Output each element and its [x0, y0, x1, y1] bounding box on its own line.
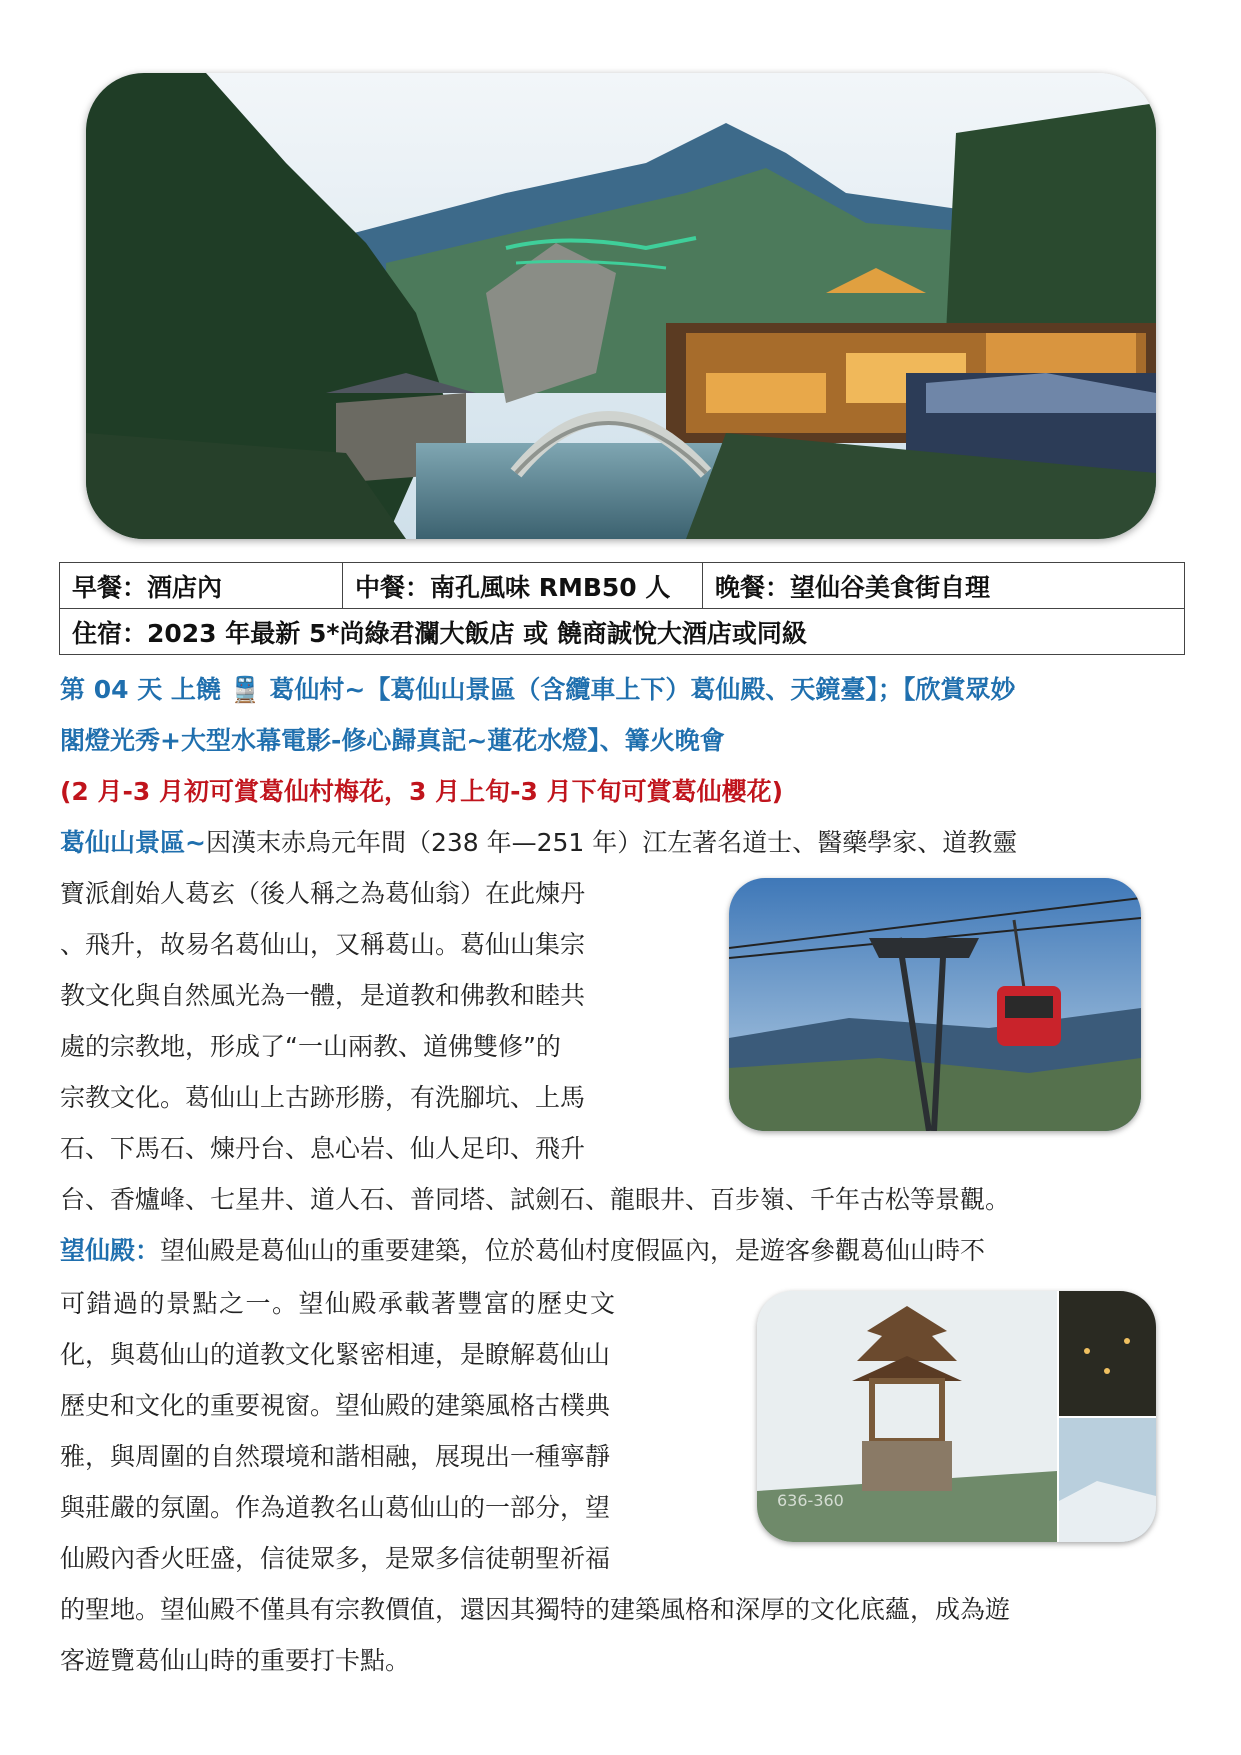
- section1-line: 教文化與自然風光為一體，是道教和佛教和睦共: [60, 981, 586, 1010]
- section2-line: 歷史和文化的重要視窗。望仙殿的建築風格古樸典: [60, 1391, 611, 1420]
- photo-watermark: 636-360: [777, 1491, 844, 1510]
- section1-line: 台、香爐峰、七星井、道人石、普同塔、試劍石、龍眼井、百步嶺、千年古松等景觀。: [60, 1185, 1011, 1214]
- section2-line: 化，與葛仙山的道教文化緊密相連，是瞭解葛仙山: [60, 1340, 611, 1369]
- day-title-line-2: 閣燈光秀+大型水幕電影-修心歸真記~蓮花水燈】、篝火晚會: [60, 726, 725, 755]
- section2-line: 的聖地。望仙殿不僅具有宗教價值，還因其獨特的建築風格和深厚的文化底蘊，成為遊: [60, 1595, 1011, 1624]
- day-title-line-1: 第 04 天 上饒 🚆 葛仙村~【葛仙山景區（含纜車上下）葛仙殿、天鏡臺】；【欣賞眾妙: [60, 675, 1016, 704]
- hero-photo: [86, 73, 1156, 539]
- meals-table: [59, 562, 1185, 655]
- section1-heading: 葛仙山景區~: [60, 828, 206, 857]
- pavilion-photo: [757, 1291, 1156, 1542]
- section1-line: 處的宗教地，形成了“一山兩教、道佛雙修”的: [60, 1032, 561, 1061]
- section1-line: 石、下馬石、煉丹台、息心岩、仙人足印、飛升: [60, 1134, 586, 1163]
- dinner-cell: 晚餐：望仙谷美食街自理: [703, 563, 1185, 609]
- section2-line: 雅，與周圍的自然環境和諧相融，展現出一種寧靜: [60, 1442, 611, 1471]
- section2-line: 仙殿內香火旺盛，信徒眾多，是眾多信徒朝聖祈福: [60, 1544, 611, 1573]
- season-note: (2 月-3 月初可賞葛仙村梅花，3 月上旬-3 月下旬可賞葛仙櫻花): [60, 777, 784, 806]
- lunch-cell: 中餐：南孔風味 RMB50 人: [343, 563, 703, 609]
- section1-line: 宗教文化。葛仙山上古跡形勝，有洗腳坑、上馬: [60, 1083, 586, 1112]
- section1-first-line: 葛仙山景區~因漢末赤烏元年間（238 年—251 年）江左著名道士、醫藥學家、道教靈: [60, 828, 1018, 857]
- section1-line: 寶派創始人葛玄（後人稱之為葛仙翁）在此煉丹: [60, 879, 586, 908]
- section2-line: 與莊嚴的氛圍。作為道教名山葛仙山的一部分，望: [60, 1493, 611, 1522]
- breakfast-cell: 早餐：酒店內: [60, 563, 343, 609]
- section2-heading: 望仙殿：: [60, 1236, 161, 1265]
- cable-car-photo: [729, 878, 1141, 1131]
- hotel-cell: 住宿：2023 年最新 5*尚綠君瀾大飯店 或 饒商誠悅大酒店或同級: [60, 609, 1185, 655]
- section2-first-line: 望仙殿：望仙殿是葛仙山的重要建築，位於葛仙村度假區內，是遊客參觀葛仙山時不: [60, 1236, 986, 1265]
- section1-line: 、飛升，故易名葛仙山，又稱葛山。葛仙山集宗: [60, 930, 586, 959]
- section2-line: 可錯過的景點之一。望仙殿承載著豐富的歷史文: [60, 1289, 617, 1318]
- section2-line: 客遊覽葛仙山時的重要打卡點。: [60, 1646, 411, 1675]
